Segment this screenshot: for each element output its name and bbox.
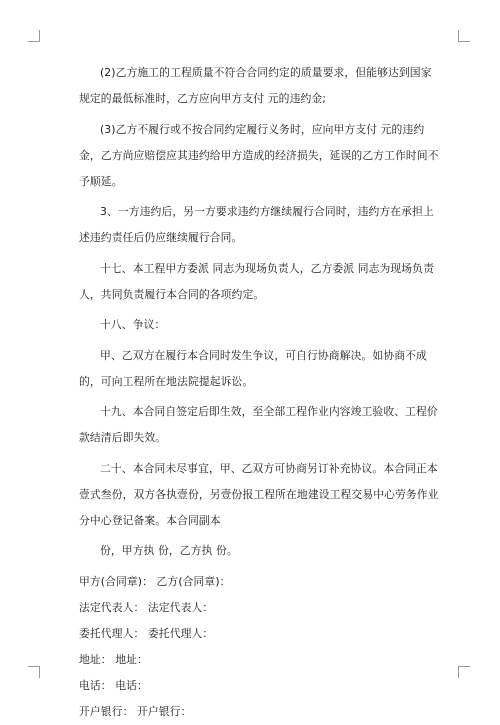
- clause-paragraph: 3、一方违约后，另一方要求违约方继续履行合同时，违约方在承担上述违约责任后仍应继续履行合同。: [79, 205, 434, 244]
- crop-mark-top-right: [458, 30, 470, 42]
- signature-line-agent: 委托代理人： 委托代理人：: [79, 626, 214, 640]
- signature-line-legal-rep: 法定代表人： 法定代表人：: [79, 600, 214, 614]
- clause-paragraph: (2)乙方施工的工程质量不符合合同约定的质量要求，但能够达到国家规定的最低标准时，乙方应向甲方支付 元的违约金;: [79, 66, 432, 105]
- section-heading: 十八、争议：: [100, 318, 166, 331]
- signature-block: [79, 569, 441, 725]
- clause-paragraph: (3)乙方不履行或不按合同约定履行义务时，应向甲方支付 元的违约金，乙方尚应赔偿应其违约给甲方造成的经济损失，延误的乙方工作时间不予顺延。: [79, 122, 439, 188]
- crop-mark-bottom-left: [28, 666, 40, 678]
- signature-line-seal: 甲方(合同章)： 乙方(合同章)：: [79, 574, 231, 588]
- clause-paragraph: 十七、本工程甲方委派 同志为现场负责人，乙方委派 同志为现场负责人，共同负责履行本合同的各项约定。: [79, 261, 434, 301]
- clause-paragraph: 份，甲方执 份，乙方执 份。: [100, 544, 238, 557]
- clause-paragraph: 甲、乙双方在履行本合同时发生争议，可自行协商解决。如协商不成的，可向工程所在地法院提起诉讼。: [79, 348, 427, 388]
- clause-paragraph: 二十、本合同未尽事宜，甲、乙双方可协商另订补充协议。本合同正本壹式叁份，双方各执壹份，另壹份报工程所在地建设工程交易中心劳务作业分中心登记备案。本合同副本: [79, 461, 439, 527]
- crop-mark-bottom-right: [458, 666, 470, 678]
- signature-line-bank: 开户银行： 开户银行：: [79, 704, 192, 718]
- signature-line-address: 地址： 地址：: [79, 652, 148, 666]
- signature-line-phone: 电话： 电话：: [79, 678, 148, 692]
- document-page: [79, 60, 441, 725]
- clause-paragraph: 十九、本合同自签定后即生效，至全部工程作业内容竣工验收、工程价款结清后即失效。: [79, 405, 438, 444]
- crop-mark-top-left: [28, 30, 40, 42]
